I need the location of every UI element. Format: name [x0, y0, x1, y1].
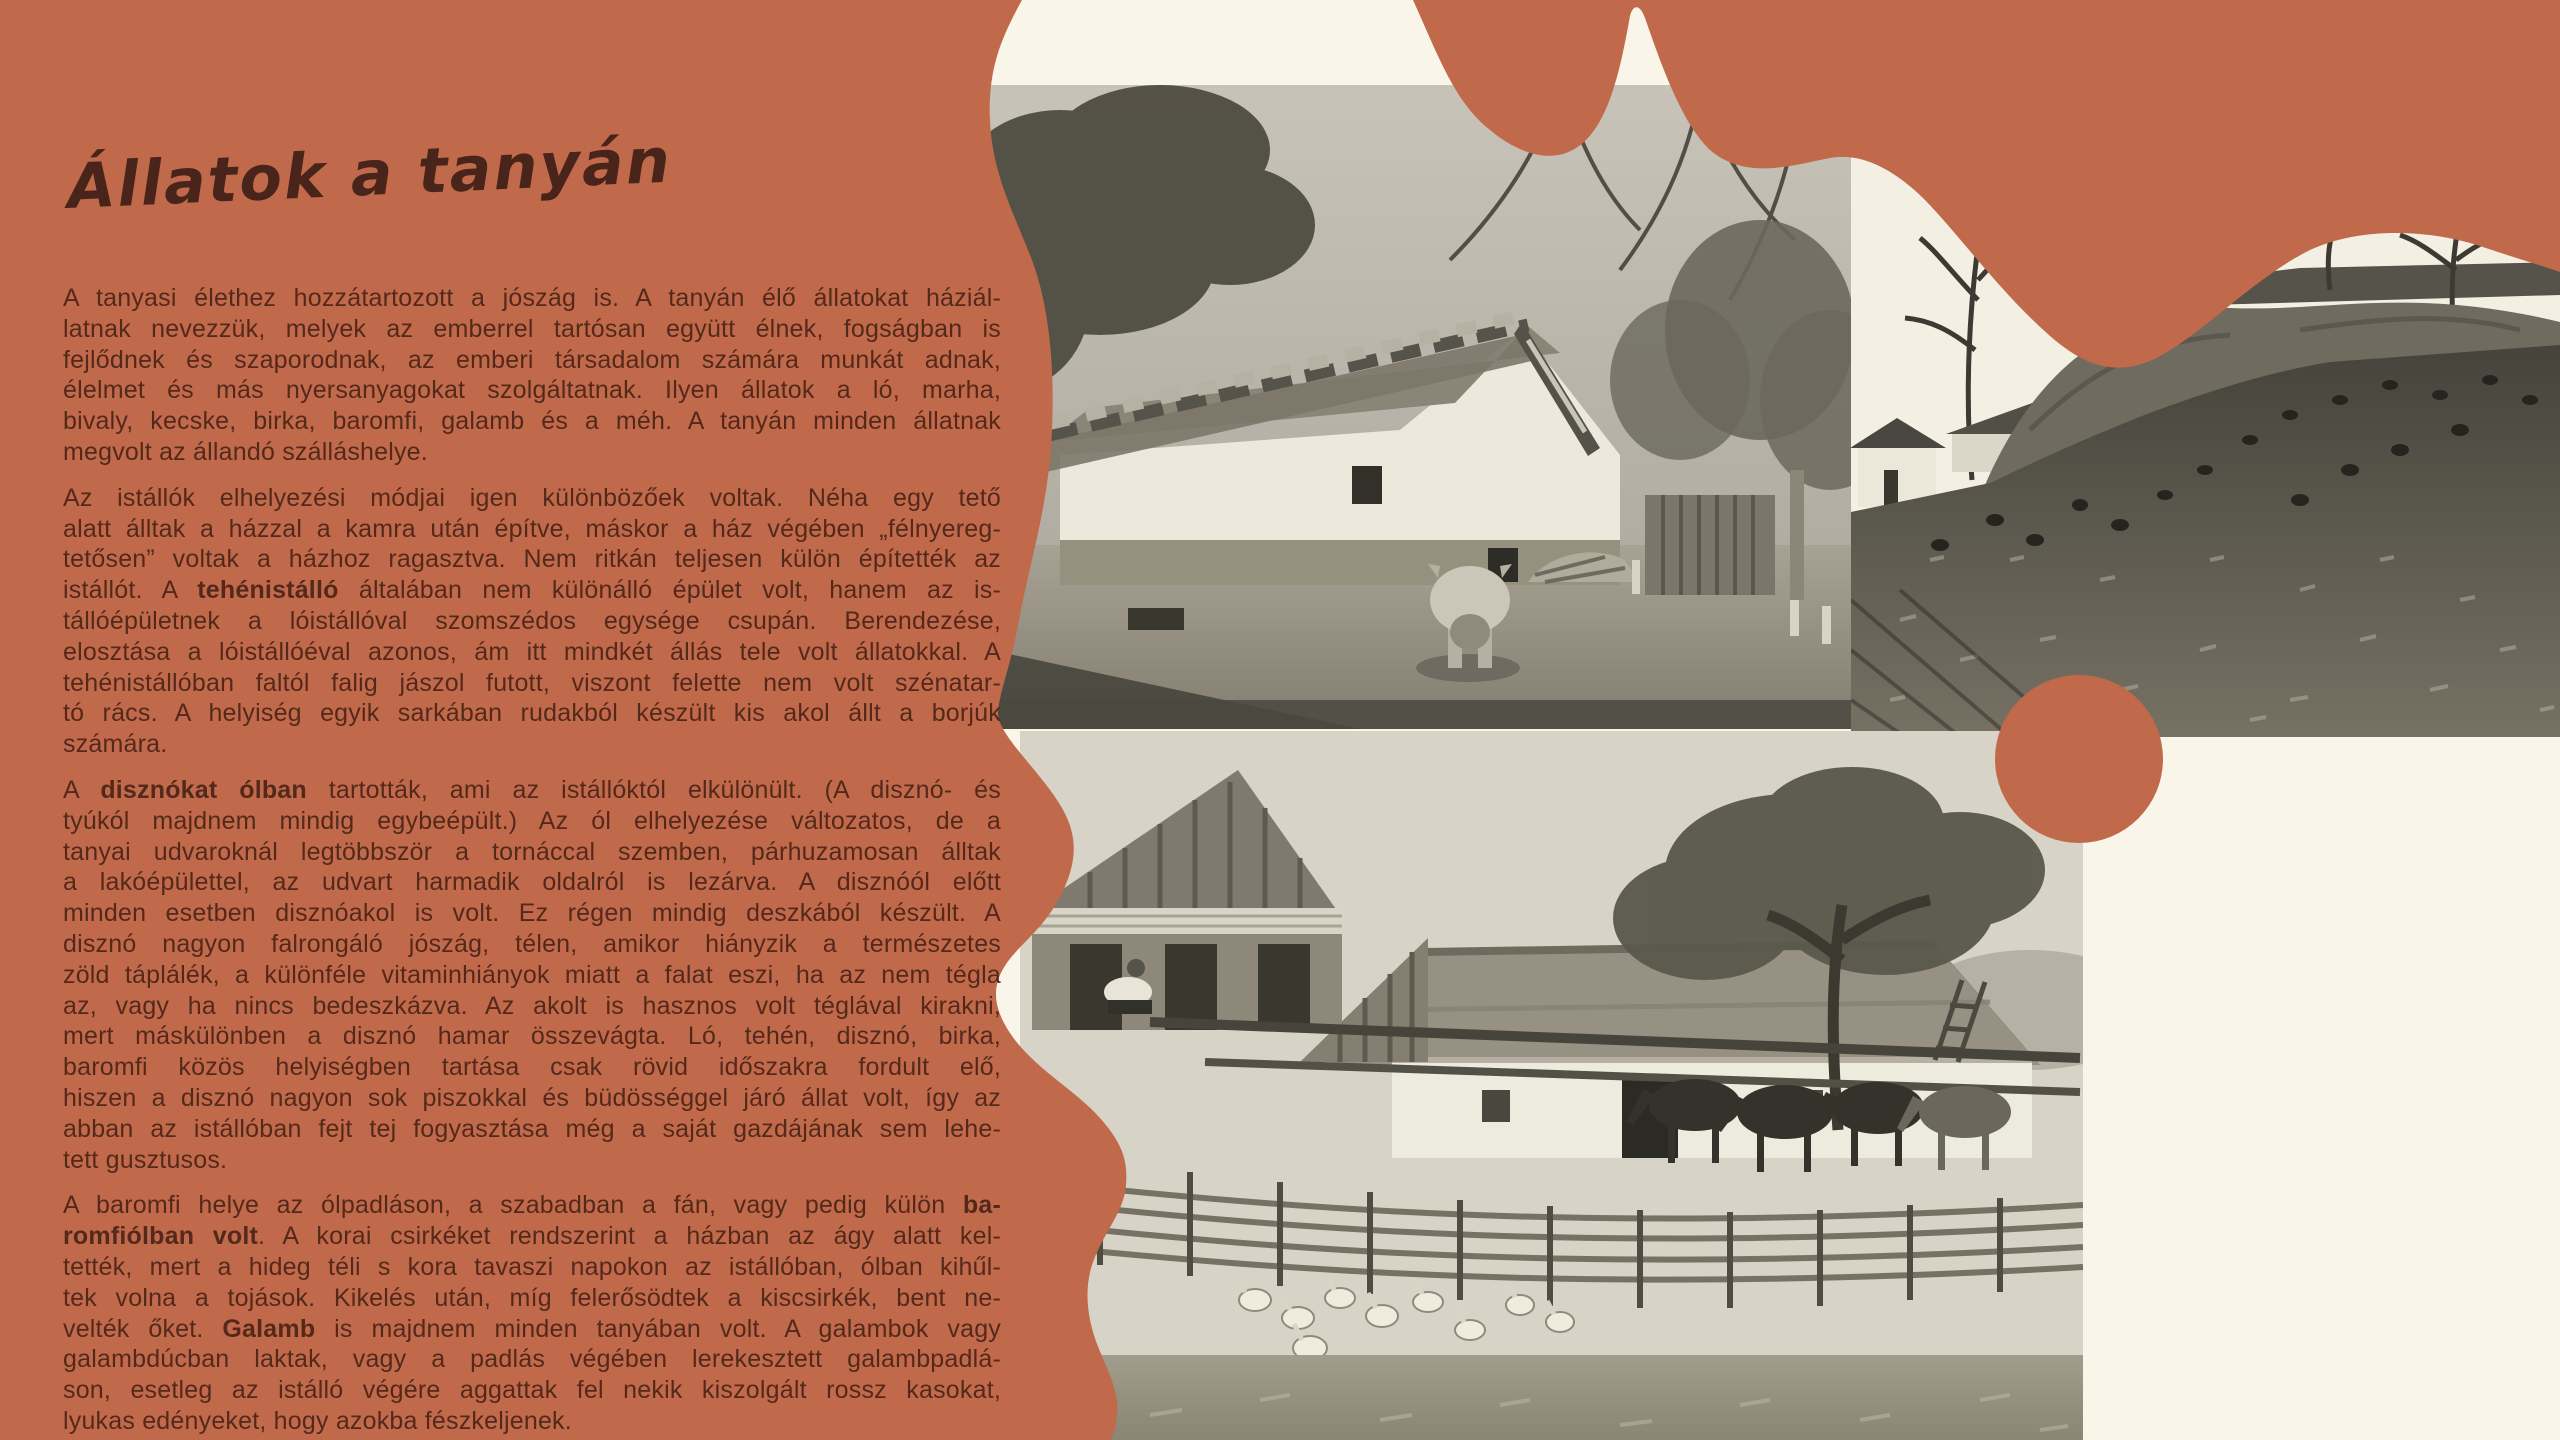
- text-line: abban az istállóban fejt tej fogyasztása még a saját gazdájának sem lehe-: [63, 1114, 1001, 1143]
- text-line: tetősen” voltak a házhoz ragasztva. Nem ritkán teljesen külön építették az: [63, 545, 1001, 574]
- text-line: tó rács. A helyiség egyik sarkában rudakból készült kis akol állt a borjúk: [63, 699, 1001, 728]
- text-line: számára.: [63, 730, 168, 759]
- paragraph-3: [63, 775, 1001, 1175]
- body-text: [63, 283, 1001, 1440]
- text-line: tállóépületnek a lóistállóval szomszédos egysége csupán. Berendezése,: [63, 606, 1001, 635]
- text-line: tyúkól majdnem mindig egybeépült.) Az ól elhelyezése változatos, de a: [63, 806, 1001, 835]
- text-line: A baromfi helye az ólpadláson, a szabadban a fán, vagy pedig külön ba-: [63, 1191, 1001, 1220]
- text-line: alatt álltak a házzal a kamra után építve, máskor a ház végében „félnyereg-: [63, 514, 1001, 543]
- text-line: az, vagy ha nincs bedeszkázva. Az akolt is hasznos volt téglával kirakni,: [63, 991, 1001, 1020]
- text-line: istállót. A tehénistálló általában nem különálló épület volt, hanem az is-: [63, 576, 1002, 605]
- text-line: tehénistállóban faltól falig jászol futott, viszont felette nem volt szénatar-: [63, 668, 1001, 697]
- text-line: bivaly, kecske, birka, baromfi, galamb és a méh. A tanyán minden állatnak: [63, 407, 1001, 436]
- text-line: latnak nevezzük, melyek az emberrel tartósan együtt élnek, fogságban is: [63, 314, 1001, 343]
- text-line: a lakóépülettel, az udvart harmadik oldalról is lezárva. A disznóól előtt: [63, 868, 1001, 897]
- text-line: hiszen a disznó nagyon sok piszokkal és büdösséggel járó állat volt, így az: [63, 1083, 1001, 1112]
- text-line: velték őket. Galamb is majdnem minden tanyában volt. A galambok vagy: [63, 1314, 1002, 1343]
- text-line: Az istállók elhelyezési módjai igen különbözőek voltak. Néha egy tető: [63, 483, 1001, 512]
- paragraph-2: [63, 483, 1001, 760]
- text-line: fejlődnek és szaporodnak, az emberi társadalom számára munkát adnak,: [63, 345, 1001, 374]
- text-line: megvolt az állandó szálláshelye.: [63, 437, 428, 466]
- text-line: A tanyasi élethez hozzátartozott a jószág is. A tanyán élő állatokat háziál-: [63, 284, 1001, 312]
- text-line: zöld táplálék, a különféle vitaminhiányok miatt a falat eszi, ha az nem tégla: [63, 960, 1001, 989]
- text-line: lyukas edényeket, hogy azokba fészkeljenek.: [63, 1406, 572, 1435]
- page-title: Állatok a tanyán: [65, 123, 674, 223]
- text-line: elosztása a lóistállóéval azonos, ám itt mindkét állás tele volt állatokkal. A: [63, 637, 1001, 666]
- text-line: tek volna a tojások. Kikelés után, míg felerősödtek a kiscsirkék, bent ne-: [63, 1283, 1001, 1312]
- paragraph-1: [63, 283, 1001, 468]
- photo-thatched-cottage-with-pig: [930, 85, 1900, 729]
- text-line: minden esetben disznóakol is volt. Ez régen mindig deszkából készült. A: [63, 899, 1001, 928]
- text-line: baromfi közös helyiségben tartása csak rövid időszakra fordult elő,: [63, 1053, 1001, 1082]
- photo-stable-yard-with-horses: [1020, 731, 2150, 1440]
- paragraph-4: [63, 1190, 1001, 1436]
- text-line: tették, mert a hideg téli s kora tavaszi napokon az istállóban, ólban kihűl-: [63, 1252, 1001, 1281]
- text-line: romfiólban volt. A korai csirkéket rendszerint a házban az ágy alatt kel-: [63, 1222, 1001, 1251]
- text-line: disznó nagyon falrongáló jószág, télen, amikor hiányzik a természetes: [63, 929, 1001, 958]
- terracotta-circle-accent: [1995, 675, 2163, 843]
- text-line: galambdúcban laktak, vagy a padlás végében lerekesztett galambpadlá-: [63, 1345, 1001, 1374]
- text-panel: [63, 123, 1001, 223]
- text-line: son, esetleg az istálló végére aggattak fel nekik kiszolgált rossz kasokat,: [63, 1376, 1001, 1405]
- text-line: tett gusztusos.: [63, 1145, 228, 1174]
- text-line: tanyai udvaroknál legtöbbször a tornáccal szemben, párhuzamosan álltak: [63, 837, 1001, 866]
- text-line: mert máskülönben a disznó hamar összevágta. Ló, tehén, disznó, birka,: [63, 1022, 1001, 1051]
- text-line: élelmet és más nyersanyagokat szolgáltatnak. Ilyen állatok a ló, marha,: [63, 376, 1001, 405]
- text-line: A disznókat ólban tartották, ami az istállóktól elkülönült. (A disznó- és: [63, 775, 1001, 804]
